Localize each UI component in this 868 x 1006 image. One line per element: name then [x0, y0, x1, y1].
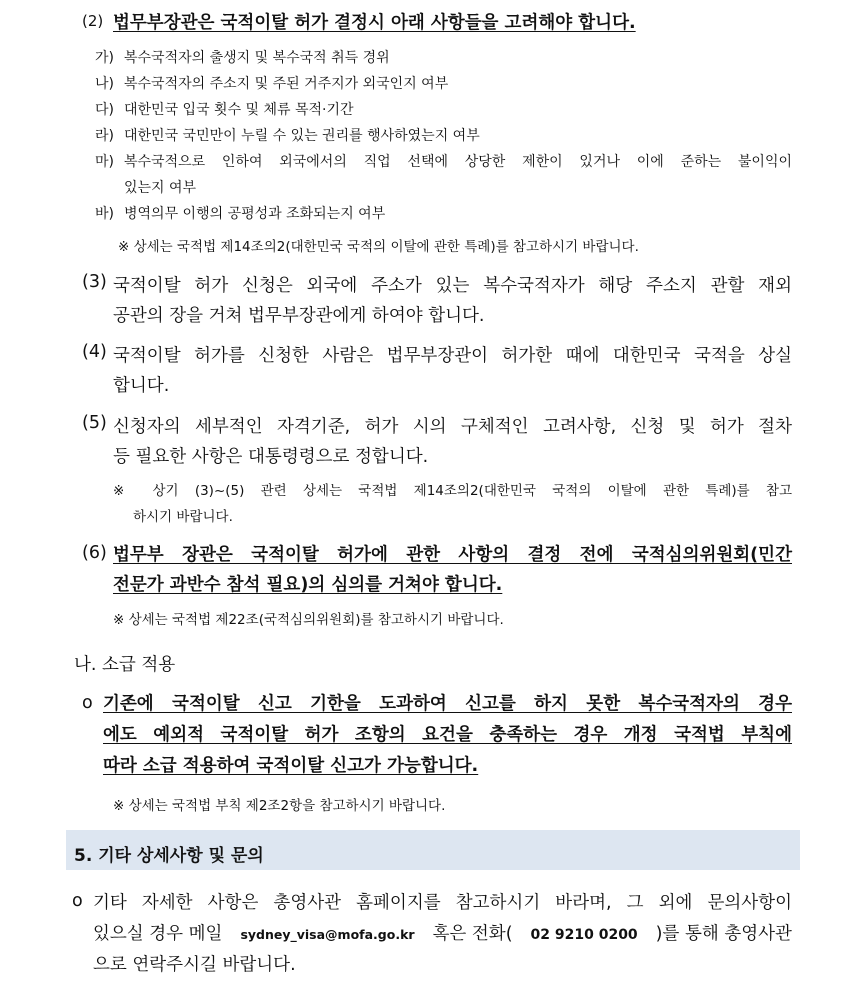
item-6-number: (6) [82, 543, 107, 563]
item-6-note: ※ 상세는 국적법 제22조(국적심의위원회)를 참고하시기 바랍니다. [113, 612, 504, 628]
section-5-line2 [93, 920, 792, 945]
section-na-note: ※ 상세는 국적법 부칙 제2조2항을 참고하시기 바랍니다. [113, 798, 446, 814]
subitem-text-na: 복수국적자의 주소지 및 주된 거주지가 외국인지 여부 [124, 76, 449, 92]
subitem-text-da: 대한민국 입국 횟수 및 체류 목적·기간 [124, 102, 354, 118]
subitem-text-ba: 병역의무 이행의 공평성과 조화되는지 여부 [124, 206, 386, 222]
subitem-text-ma-line2: 있는지 여부 [124, 180, 197, 196]
item-3-line1: 국적이탈 허가 신청은 외국에 주소가 있는 복수국적자가 해당 주소지 관할 재외 [113, 276, 792, 296]
item-6-line1: 법무부 장관은 국적이탈 허가에 관한 사항의 결정 전에 국적심의위원회(민간 [113, 545, 792, 565]
subitem-label-da: 다) [95, 102, 114, 118]
subitem-label-ba: 바) [95, 206, 114, 222]
item-5-note-line1: ※ 상기 (3)~(5) 관련 상세는 국적법 제14조의2(대한민국 국적의 이탈에 관한 특례)를 참고 [113, 483, 792, 499]
section-na-title: 나. 소급 적용 [74, 655, 176, 675]
item-6-line2: 전문가 과반수 참석 필요)의 심의를 거쳐야 합니다. [113, 575, 503, 595]
item-4-line1: 국적이탈 허가를 신청한 사람은 법무부장관이 허가한 때에 대한민국 국적을 상실 [113, 346, 792, 366]
item-5-line1: 신청자의 세부적인 자격기준, 허가 시의 구체적인 고려사항, 신청 및 허가 절차 [113, 417, 792, 437]
subitem-label-ra: 라) [95, 128, 114, 144]
section-5-bullet: o [72, 891, 83, 911]
section-5-line2-end: )를 통해 총영사관 [655, 924, 792, 944]
section-na-line3: 따라 소급 적용하여 국적이탈 신고가 가능합니다. [103, 756, 479, 776]
item-3-line2: 공관의 장을 거쳐 법무부장관에게 하여야 합니다. [113, 306, 485, 326]
section-na-bullet: o [82, 693, 93, 713]
section-5-line1: 기타 자세한 사항은 총영사관 홈페이지를 참고하시기 바라며, 그 외에 문의사항이 [93, 893, 792, 913]
item-5-number: (5) [82, 413, 107, 433]
subitem-label-ga: 가) [95, 50, 114, 66]
item-4-number: (4) [82, 342, 107, 362]
contact-phone: 02 9210 0200 [530, 927, 638, 943]
section-5-line3: 으로 연락주시길 바랍니다. [93, 955, 296, 975]
subitem-text-ra: 대한민국 국민만이 누릴 수 있는 권리를 행사하였는지 여부 [124, 128, 480, 144]
section-na-line2: 에도 예외적 국적이탈 허가 조항의 요건을 충족하는 경우 개정 국적법 부칙에 [103, 725, 792, 745]
subitem-label-ma: 마) [95, 154, 114, 170]
subitem-label-na: 나) [95, 76, 114, 92]
item-2-number: (2) [82, 12, 104, 30]
item-4-line2: 합니다. [113, 376, 170, 396]
item-3-number: (3) [82, 272, 107, 292]
item-2-note: ※ 상세는 국적법 제14조의2(대한민국 국적의 이탈에 관한 특례)를 참고하시기 바랍니다. [118, 239, 639, 255]
subitem-text-ma-line1: 복수국적으로 인하여 외국에서의 직업 선택에 상당한 제한이 있거나 이에 준하는 불이익이 [124, 154, 792, 170]
section-5-line2-mid: 혹은 전화( [432, 924, 513, 944]
section-5-line2-start: 있으실 경우 메일 [93, 924, 223, 944]
item-5-line2: 등 필요한 사항은 대통령령으로 정합니다. [113, 447, 429, 467]
section-5-title: 5. 기타 상세사항 및 문의 [74, 846, 264, 866]
item-2-heading: 법무부장관은 국적이탈 허가 결정시 아래 사항들을 고려해야 합니다. [113, 13, 636, 33]
contact-email[interactable]: sydney_visa@mofa.go.kr [240, 927, 415, 942]
section-na-line1: 기존에 국적이탈 신고 기한을 도과하여 신고를 하지 못한 복수국적자의 경우 [103, 694, 792, 714]
subitem-text-ga: 복수국적자의 출생지 및 복수국적 취득 경위 [124, 50, 390, 66]
item-5-note-line2: 하시기 바랍니다. [133, 509, 233, 525]
